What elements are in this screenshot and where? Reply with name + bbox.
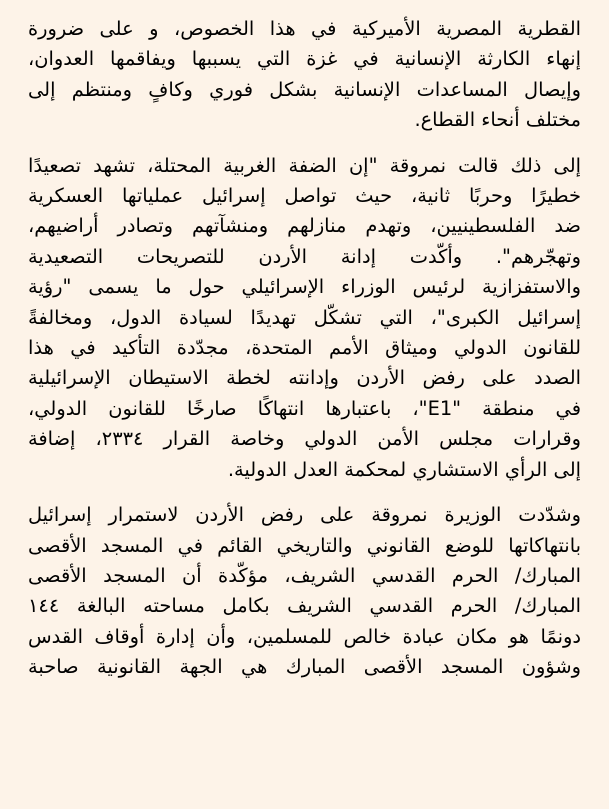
- text-line: في منطقة "E1"، باعتبارها انتهاكًا صارخًا للقانون الدولي،: [28, 396, 581, 420]
- text-line: المبارك/ الحرم القدسي الشريف، مؤكّدة أن المسجد الأقصى: [28, 563, 581, 587]
- paragraph-spacer: [28, 136, 581, 151]
- text-line: وشؤون المسجد الأقصى المبارك هي الجهة القانونية صاحبة: [28, 655, 581, 679]
- text-line: وتهجّرهم". وأكّدت إدانة الأردن للتصريحات التصعيدية: [28, 244, 581, 268]
- text-line: ضد الفلسطينيين، وتهدم منازلهم ومنشآتهم وتصادر أراضيهم،: [28, 214, 581, 238]
- text-line: بانتهاكاتها للوضع القانوني والتاريخي القائم في المسجد الأقصى: [28, 533, 581, 557]
- paragraph-1: [28, 14, 581, 136]
- text-line: المبارك/ الحرم القدسي الشريف بكامل مساحته البالغة ١٤٤: [28, 594, 581, 618]
- paragraph-2: [28, 151, 581, 485]
- paragraph-spacer: [28, 485, 581, 500]
- text-line: وشدّدت الوزيرة نمروقة على رفض الأردن لاستمرار إسرائيل: [28, 503, 581, 527]
- text-line: للقانون الدولي وميثاق الأمم المتحدة، مجدّدة التأكيد في هذا: [28, 336, 581, 360]
- text-line: إلى الرأي الاستشاري لمحكمة العدل الدولية.: [227, 457, 581, 481]
- text-line: خطيرًا وحربًا ثانية، حيث تواصل إسرائيل عملياتها العسكرية: [28, 184, 581, 208]
- text-line: دونمًا هو مكان عبادة خالص للمسلمين، وأن إدارة أوقاف القدس: [28, 624, 581, 648]
- text-line: الصدد على رفض الأردن وإدانته لخطة الاستيطان الإسرائيلية: [28, 366, 581, 390]
- text-line: إلى ذلك قالت نمروقة "إن الضفة الغربية المحتلة، تشهد تصعيدًا: [28, 153, 581, 177]
- text-line: وقرارات مجلس الأمن الدولي وخاصة القرار ٢٣٣٤، إضافة: [28, 427, 581, 451]
- text-line: مختلف أنحاء القطاع.: [414, 108, 581, 132]
- text-line: إسرائيل الكبرى"، التي تشكّل تهديدًا لسيادة الدول، ومخالفةً: [28, 305, 581, 329]
- text-line: وإيصال المساعدات الإنسانية بشكل فوري وكافٍ ومنتظم إلى: [28, 77, 581, 101]
- text-line: والاستفزازية لرئيس الوزراء الإسرائيلي حول ما يسمى "رؤية: [28, 275, 581, 299]
- text-line: القطرية المصرية الأميركية في هذا الخصوص، و على ضرورة: [28, 17, 581, 40]
- paragraph-3: [28, 500, 581, 682]
- text-line: إنهاء الكارثة الإنسانية في غزة التي يسببها ويفاقمها العدوان،: [28, 47, 581, 71]
